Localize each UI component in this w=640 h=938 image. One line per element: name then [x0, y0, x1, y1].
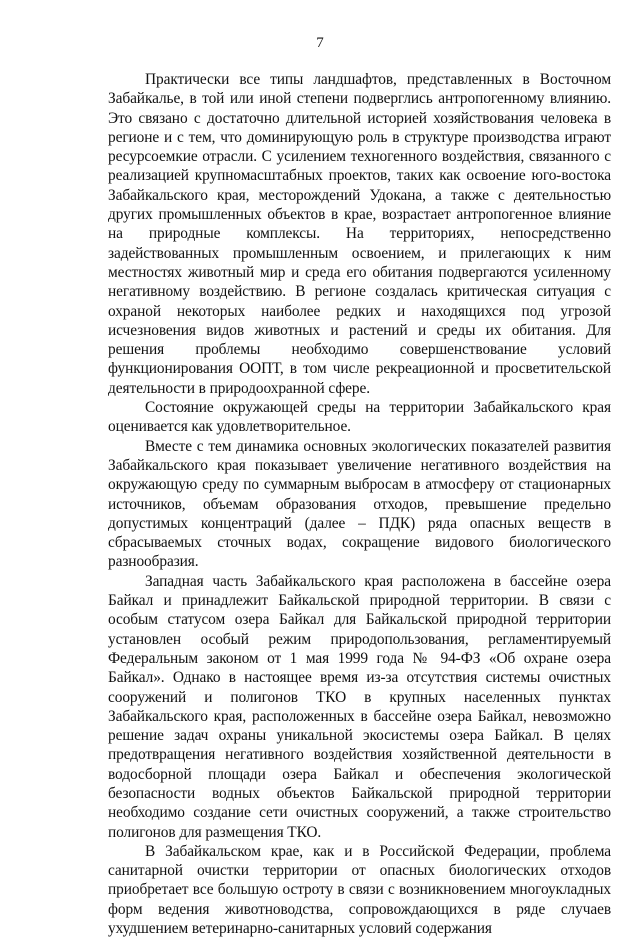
page-number: 7: [316, 35, 324, 51]
document-body: [108, 70, 611, 938]
paragraph-biological-waste: В Забайкальском крае, как и в Российской Федерации, проблема санитарной очистки территории от опасных биологических отходов приобретает все большую остроту в связи с возникновением многоукладных форм ведения животноводства, сопровождающихся в ряде случаев ухудшением ветеринарно-санитарных условий содержания: [108, 842, 611, 938]
paragraph-environment-state: Состояние окружающей среды на территории Забайкальского края оценивается как удовлетворительное.: [108, 399, 611, 436]
paragraph-landscapes: Практически все типы ландшафтов, представленных в Восточном Забайкалье, в той или иной степени подверглись антропогенному влиянию. Это связано с достаточно длительной историей хозяйствования человека в регионе и с тем, что доминирующую роль в структуре производства играют ресурсоемкие отрасли. С усилением техногенного воздействия, связанного с реализацией крупномасштабных проектов, таких как освоение юго-востока Забайкальского края, месторождений Удокана, а также с деятельностью других промышленных объектов в крае, возрастает антропогенное влияние на природные комплексы. На территориях, непосредственно задействованных промышленным освоением, и прилегающих к ним местностях животный мир и среда его обитания подвергаются усиленному негативному воздействию. В регионе создалась критическая ситуация с охраной некоторых наиболее редких и находящихся под угрозой исчезновения видов животных и растений и среды их обитания. Для решения проблемы необходимо совершенствование условий функционирования ООПТ, в том числе рекреационной и просветительской деятельности в природоохранной сфере.: [108, 71, 611, 397]
paragraph-baikal-territory: Западная часть Забайкальского края расположена в бассейне озера Байкал и принадлежит Байкальской природной территории. В связи с особым статусом озера Байкал для Байкальской природной территории установлен особый режим природопользования, регламентируемый Федеральным законом от 1 мая 1999 года № 94-ФЗ «Об охране озера Байкал». Однако в настоящее время из-за отсутствия системы очистных сооружений и полигонов ТКО в крупных населенных пунктах Забайкальского края, расположенных в бассейне озера Байкал, невозможно решение задач охраны уникальной экосистемы озера Байкал. В целях предотвращения негативного воздействия хозяйственной деятельности в водосборной площади озера Байкал и обеспечения экологической безопасности водных объектов Байкальской природной территории необходимо создание сети очистных сооружений, а также строительство полигонов для размещения ТКО.: [108, 572, 611, 841]
paragraph-ecological-dynamics: Вместе с тем динамика основных экологических показателей развития Забайкальского края показывает увеличение негативного воздействия на окружающую среду по суммарным выбросам в атмосферу от стационарных источников, объемам образования отходов, превышение предельно допустимых концентраций (далее – ПДК) ряда опасных веществ в сбрасываемых сточных водах, сокращение видового биологического разнообразия.: [108, 437, 611, 571]
